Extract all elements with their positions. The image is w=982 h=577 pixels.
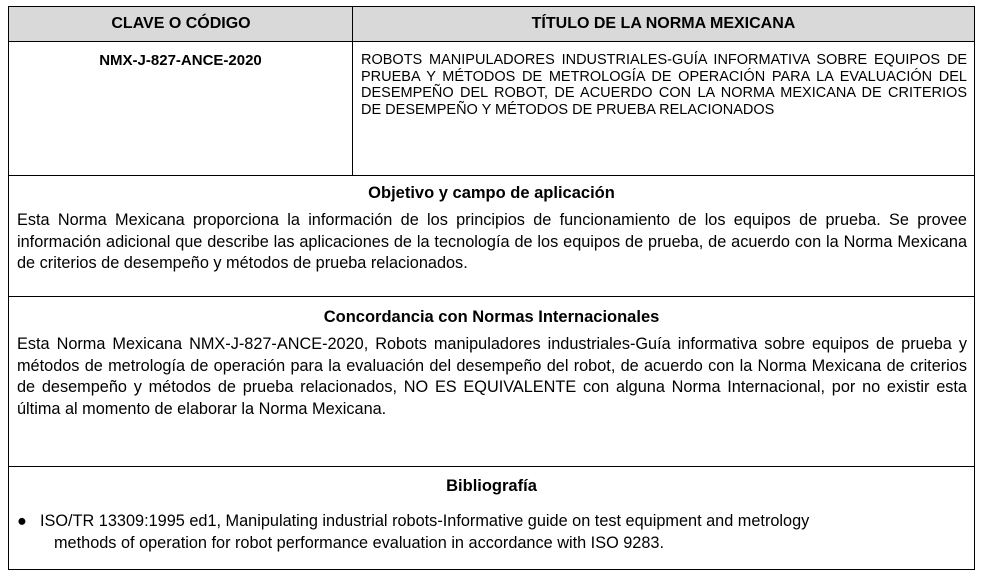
objective-text: Esta Norma Mexicana proporciona la información de los principios de funcionamiento de los equipos de prueba. Se provee información adicional que describe las aplicaciones de la tecnología de los equipos de prueba, de acuerdo con la Norma Mexicana de criterios de desempeño y métodos de prueba relacionados. xyxy=(17,211,967,272)
concordance-text: Esta Norma Mexicana NMX-J-827-ANCE-2020, Robots manipuladores industriales-Guía informativa sobre equipos de prueba y métodos de metrología de operación para la evaluación del desempeño del robot, de acuerdo con la Norma Mexicana de criterios de desempeño y métodos de prueba relacionados, NO ES EQUIVALENTE con alguna Norma Internacional, por no existir esta última al momento de elaborar la Norma Mexicana. xyxy=(17,335,967,418)
bullet-icon: ● xyxy=(17,512,27,530)
bibliography-item-text xyxy=(40,511,967,554)
norm-title: ROBOTS MANIPULADORES INDUSTRIALES-GUÍA INFORMATIVA SOBRE EQUIPOS DE PRUEBA Y MÉTODOS DE METROLOGÍA DE OPERACIÓN PARA LA EVALUACIÓN DEL DESEMPEÑO DEL ROBOT, DE ACUERDO CON LA NORMA MEXICANA DE CRITERIOS DE DESEMPEÑO Y MÉTODOS DE PRUEBA RELACIONADOS xyxy=(361,52,967,118)
column-divider xyxy=(352,6,353,176)
bibliography-item-line2: methods of operation for robot performance evaluation in accordance with ISO 9283. xyxy=(54,533,664,552)
bibliography-item xyxy=(17,511,967,554)
header-title-label: TÍTULO DE LA NORMA MEXICANA xyxy=(531,15,796,32)
row-divider xyxy=(8,175,975,176)
bibliography-item-line1: ISO/TR 13309:1995 ed1, Manipulating industrial robots-Informative guide on test equipment and metrology xyxy=(40,512,810,530)
header-code-label: CLAVE O CÓDIGO xyxy=(111,15,251,32)
objective-heading: Objetivo y campo de aplicación xyxy=(368,184,615,202)
row-divider xyxy=(8,466,975,467)
row-divider xyxy=(8,296,975,297)
bibliography-heading: Bibliografía xyxy=(446,477,537,495)
concordance-heading: Concordancia con Normas Internacionales xyxy=(323,308,660,326)
norm-code: NMX-J-827-ANCE-2020 xyxy=(99,52,262,69)
table-header xyxy=(8,6,975,42)
